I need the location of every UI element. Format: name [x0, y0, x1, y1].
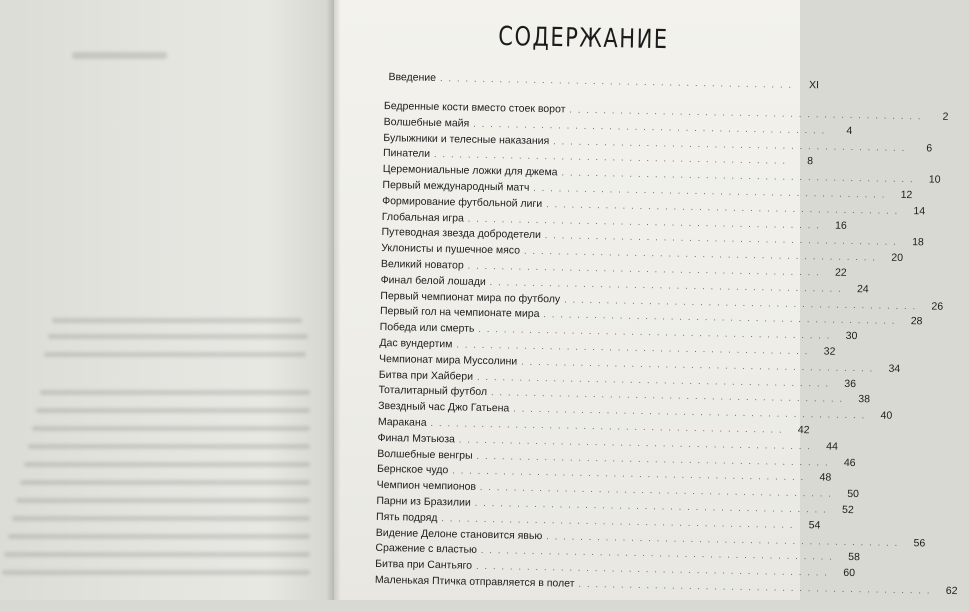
toc-leader-dots: ..........................................	[439, 73, 798, 90]
toc-entry-page: 32	[823, 345, 836, 358]
toc-entry-title: Победа или смерть	[379, 321, 475, 335]
toc-leader-dots: ..........................................	[480, 545, 838, 563]
toc-leader-dots: ..........................................	[490, 387, 849, 405]
toc-leader-dots: ..........................................	[456, 339, 814, 357]
toc-leader-dots: ..........................................	[452, 465, 810, 483]
toc-entry-title: Маракана	[377, 415, 427, 429]
toc-entry-title: Пинатели	[382, 147, 431, 161]
toc-leader-dots: ..........................................	[546, 530, 904, 548]
toc-leader-dots: ..........................................	[523, 245, 882, 263]
toc-entry-title: Первый чемпионат мира по футболу	[380, 289, 561, 305]
right-page	[334, 0, 958, 600]
toc-intro-title: Введение	[388, 71, 437, 84]
toc-entry-title: Первый гол на чемпионате мира	[379, 305, 540, 321]
toc-entry-page: 54	[808, 518, 821, 532]
toc-leader-dots: ..........................................	[569, 104, 927, 122]
toc-leader-dots: ..........................................	[467, 213, 825, 231]
toc-leader-dots: ..........................................	[546, 198, 904, 216]
toc-entry-title: Уклонисты и пушечное мясо	[381, 242, 521, 257]
toc-leader-dots: ..........................................	[553, 135, 911, 153]
toc-entry-page: 10	[928, 173, 941, 186]
toc-entry-page: 58	[848, 551, 860, 564]
toc-intro-page: XI	[808, 79, 820, 92]
toc-entry-title: Церемониальные ложки для джема	[382, 163, 558, 179]
toc-entry-page: 2	[942, 110, 949, 123]
toc-entry-page: 40	[880, 409, 893, 422]
toc-entry-page: 30	[845, 330, 858, 343]
toc-entry-title: Бернское чудо	[376, 463, 449, 477]
toc-entry-page: 46	[843, 456, 856, 469]
toc-entry-title: Финал белой лошади	[380, 273, 486, 288]
toc-leader-dots: ..........................................	[476, 450, 834, 468]
toc-entry-title: Маленькая Птичка отправляется в полет	[374, 573, 575, 590]
toc-entry-page: 24	[856, 282, 869, 296]
toc-leader-dots: ..........................................	[473, 118, 831, 136]
toc-leader-dots: ..........................................	[544, 230, 902, 248]
toc-leader-dots: ..........................................	[475, 560, 834, 578]
toc-entry-page: 20	[891, 251, 904, 265]
toc-entry-page: 4	[846, 124, 853, 137]
toc-entry-page: 22	[834, 266, 847, 279]
book-gutter	[326, 0, 340, 600]
toc-leader-dots: ..........................................	[479, 482, 838, 499]
toc-entry-page: 8	[807, 155, 814, 168]
toc-list	[374, 99, 958, 597]
toc-leader-dots: ..........................................	[476, 371, 835, 389]
toc-leader-dots: ..........................................	[474, 497, 832, 515]
toc-entry-page: 44	[826, 440, 839, 453]
toc-entry-title: Первый международный матч	[382, 178, 530, 194]
toc-leader-dots: ..........................................	[564, 294, 922, 311]
toc-entry-page: 36	[844, 377, 857, 390]
toc-heading: СОДЕРЖАНИЕ	[498, 21, 669, 55]
toc-leader-dots: ..........................................	[458, 434, 816, 452]
toc-entry-page: 48	[819, 471, 832, 484]
toc-entry-page: 12	[900, 188, 913, 202]
toc-leader-dots: ..........................................	[533, 182, 891, 200]
toc-leader-dots: ..........................................	[578, 578, 936, 596]
left-page-blurred	[0, 0, 334, 600]
toc-entry-page: 62	[945, 584, 958, 597]
toc-entry-title: Видение Делоне становится явью	[375, 526, 543, 542]
toc-leader-dots: ..........................................	[441, 512, 799, 530]
toc-entry-title: Чемпион чемпионов	[376, 479, 477, 493]
toc-entry-page: 14	[913, 204, 926, 218]
toc-entry-title: Парни из Бразилии	[376, 494, 471, 509]
toc-entry-title: Булыжники и телесные наказания	[383, 131, 550, 147]
toc-entry-page: 26	[931, 300, 944, 313]
toc-entry-page: 34	[888, 362, 901, 375]
toc-leader-dots: ..........................................	[513, 403, 871, 421]
toc-entry-title: Путеводная звезда добродетели	[381, 226, 541, 242]
toc-leader-dots: ..........................................	[543, 309, 901, 327]
toc-leader-dots: ..........................................	[478, 323, 836, 341]
toc-leader-dots: ..........................................	[561, 167, 919, 185]
toc-entry-title: Тоталитарный футбол	[378, 384, 488, 399]
toc-leader-dots: ..........................................	[430, 417, 788, 435]
toc-entry-page: 16	[835, 219, 847, 232]
toc-entry-title: Пять подряд	[375, 510, 438, 524]
toc-entry-title: Битва при Хайбери	[378, 368, 474, 383]
toc-entry-title: Великий новатор	[380, 257, 464, 272]
toc-entry-page: 6	[926, 141, 933, 155]
toc-entry-page: 56	[913, 536, 926, 549]
toc-entry-title: Бедренные кости вместо стоек ворот	[383, 99, 566, 116]
toc-entry-title: Чемпионат мира Муссолини	[379, 352, 518, 368]
toc-entry-page: 18	[912, 236, 924, 249]
toc-entry-title: Битва при Сантьяго	[375, 558, 473, 572]
toc-entry-page: 28	[910, 315, 923, 328]
toc-leader-dots: ..........................................	[467, 260, 825, 278]
toc-entry-title: Волшебные венгры	[377, 447, 473, 462]
toc-entry-title: Глобальная игра	[381, 210, 464, 225]
toc-entry-page: 52	[841, 503, 854, 516]
toc-entry-page: 60	[843, 566, 856, 580]
toc-entry-page: 38	[858, 393, 871, 406]
toc-leader-dots: ..........................................	[489, 276, 847, 294]
toc-entry-title: Звездный час Джо Гатьена	[378, 400, 510, 415]
toc-entry-title: Дас вундертим	[379, 336, 453, 351]
toc-intro-row	[388, 71, 820, 92]
toc-entry-page: 50	[847, 488, 860, 501]
table-of-contents	[322, 0, 958, 609]
toc-leader-dots: ..........................................	[521, 356, 879, 374]
toc-entry-page: 42	[797, 423, 810, 437]
toc-leader-dots: ..........................................	[433, 149, 792, 167]
toc-entry-title: Финал Мэтьюза	[377, 431, 456, 446]
toc-entry-title: Сражение с властью	[375, 542, 478, 557]
toc-entry-title: Формирование футбольной лиги	[382, 194, 543, 210]
toc-entry-title: Волшебные майя	[383, 115, 470, 130]
